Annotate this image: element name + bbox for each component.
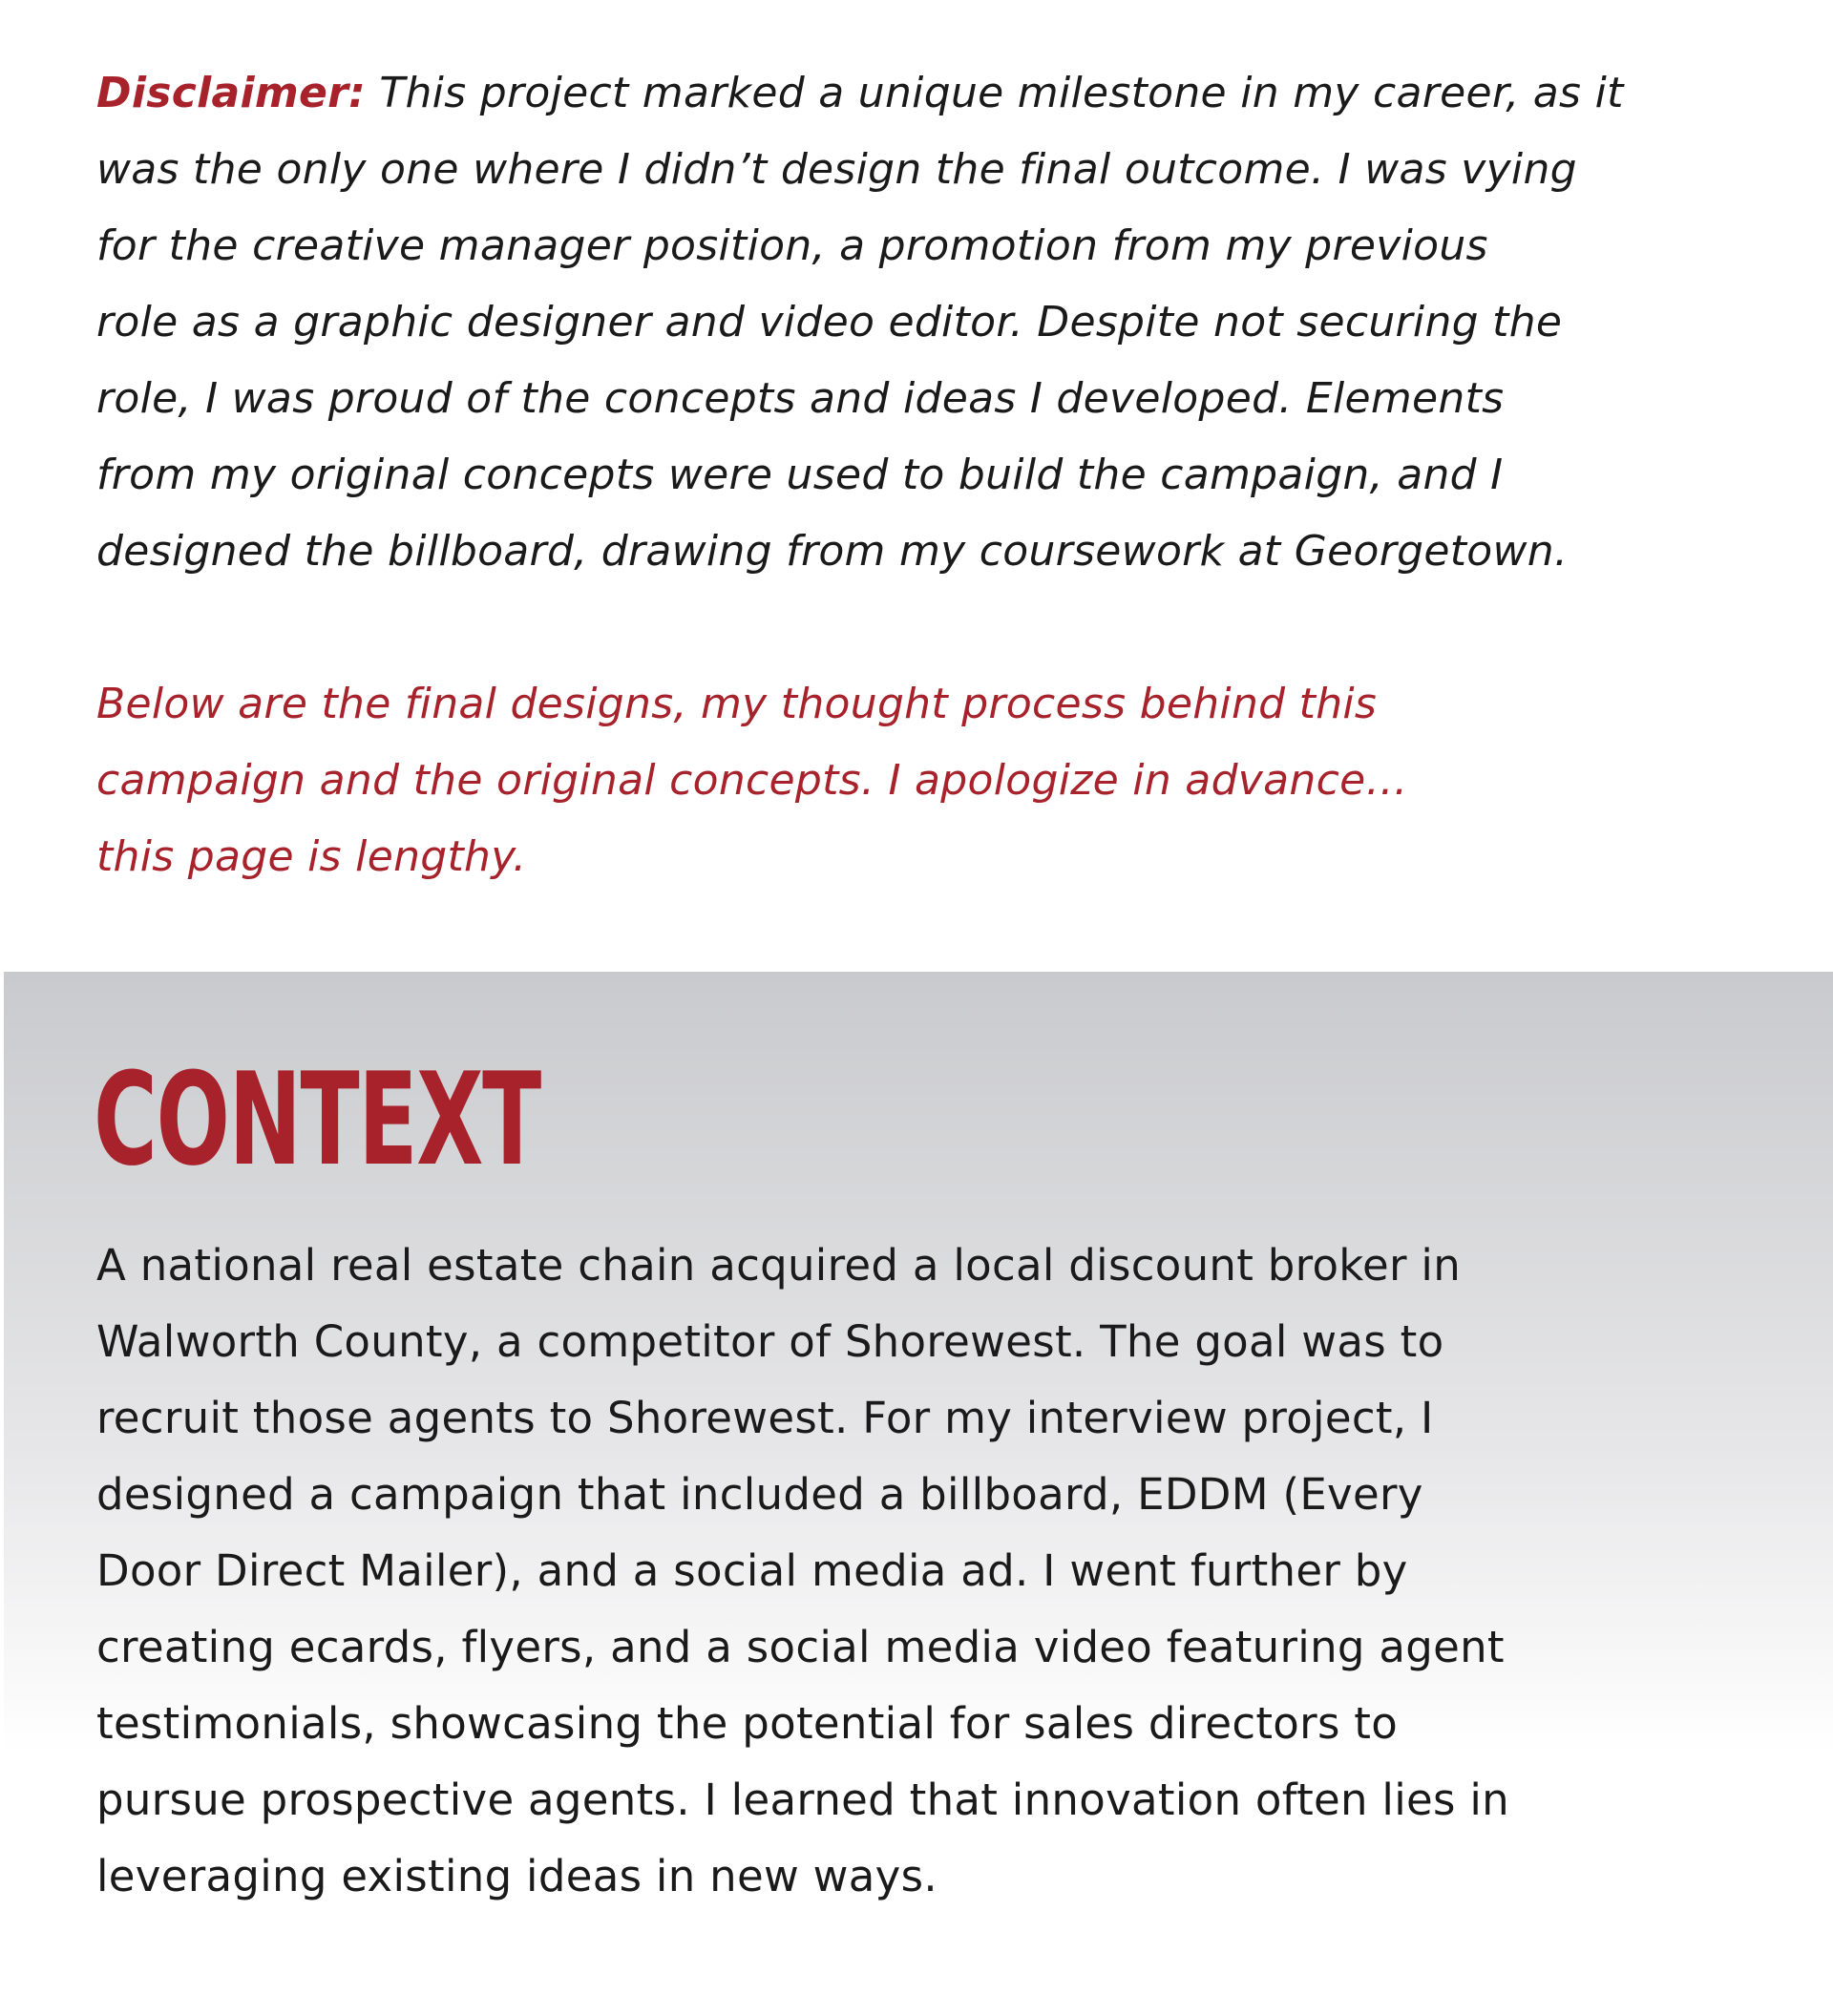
disclaimer-line: for the creative manager position, a promotion from my previous [96,221,1488,270]
context-body [96,1228,1509,1915]
context-section [4,972,1833,2016]
context-line: designed a campaign that included a billboard, EDDM (Every [96,1469,1423,1520]
context-heading: CONTEXT [94,1045,540,1194]
disclaimer-line: role, I was proud of the concepts and ideas I developed. Elements [96,374,1505,423]
note-line: campaign and the original concepts. I apologize in advance… [96,756,1408,805]
context-line: pursue prospective agents. I learned that innovation often lies in [96,1774,1509,1825]
disclaimer-line [96,55,1738,132]
context-line: Walworth County, a competitor of Shorewest. The goal was to [96,1316,1444,1367]
context-line: testimonials, showcasing the potential for sales directors to [96,1698,1399,1749]
context-line: creating ecards, flyers, and a social media video featuring agent [96,1622,1505,1672]
note-line: Below are the final designs, my thought process behind this [96,680,1378,728]
disclaimer-label: Disclaimer: [96,69,367,117]
disclaimer-line: from my original concepts were used to build the campaign, and I [96,451,1504,499]
disclaimer-line: role as a graphic designer and video editor. Despite not securing the [96,298,1563,346]
context-line: recruit those agents to Shorewest. For my interview project, I [96,1393,1434,1443]
intro-section [96,55,1738,895]
disclaimer-line: was the only one where I didn’t design the final outcome. I was vying [96,145,1577,194]
intro-note [96,666,1738,895]
context-line: A national real estate chain acquired a local discount broker in [96,1240,1462,1291]
disclaimer-paragraph [96,55,1738,590]
context-line: Door Direct Mailer), and a social media ad. I went further by [96,1545,1408,1596]
disclaimer-line: designed the billboard, drawing from my coursework at Georgetown. [96,527,1569,576]
note-line: this page is lengthy. [96,832,527,881]
disclaimer-text: This project marked a unique milestone in my career, as it [366,69,1624,117]
context-line: leveraging existing ideas in new ways. [96,1851,938,1901]
